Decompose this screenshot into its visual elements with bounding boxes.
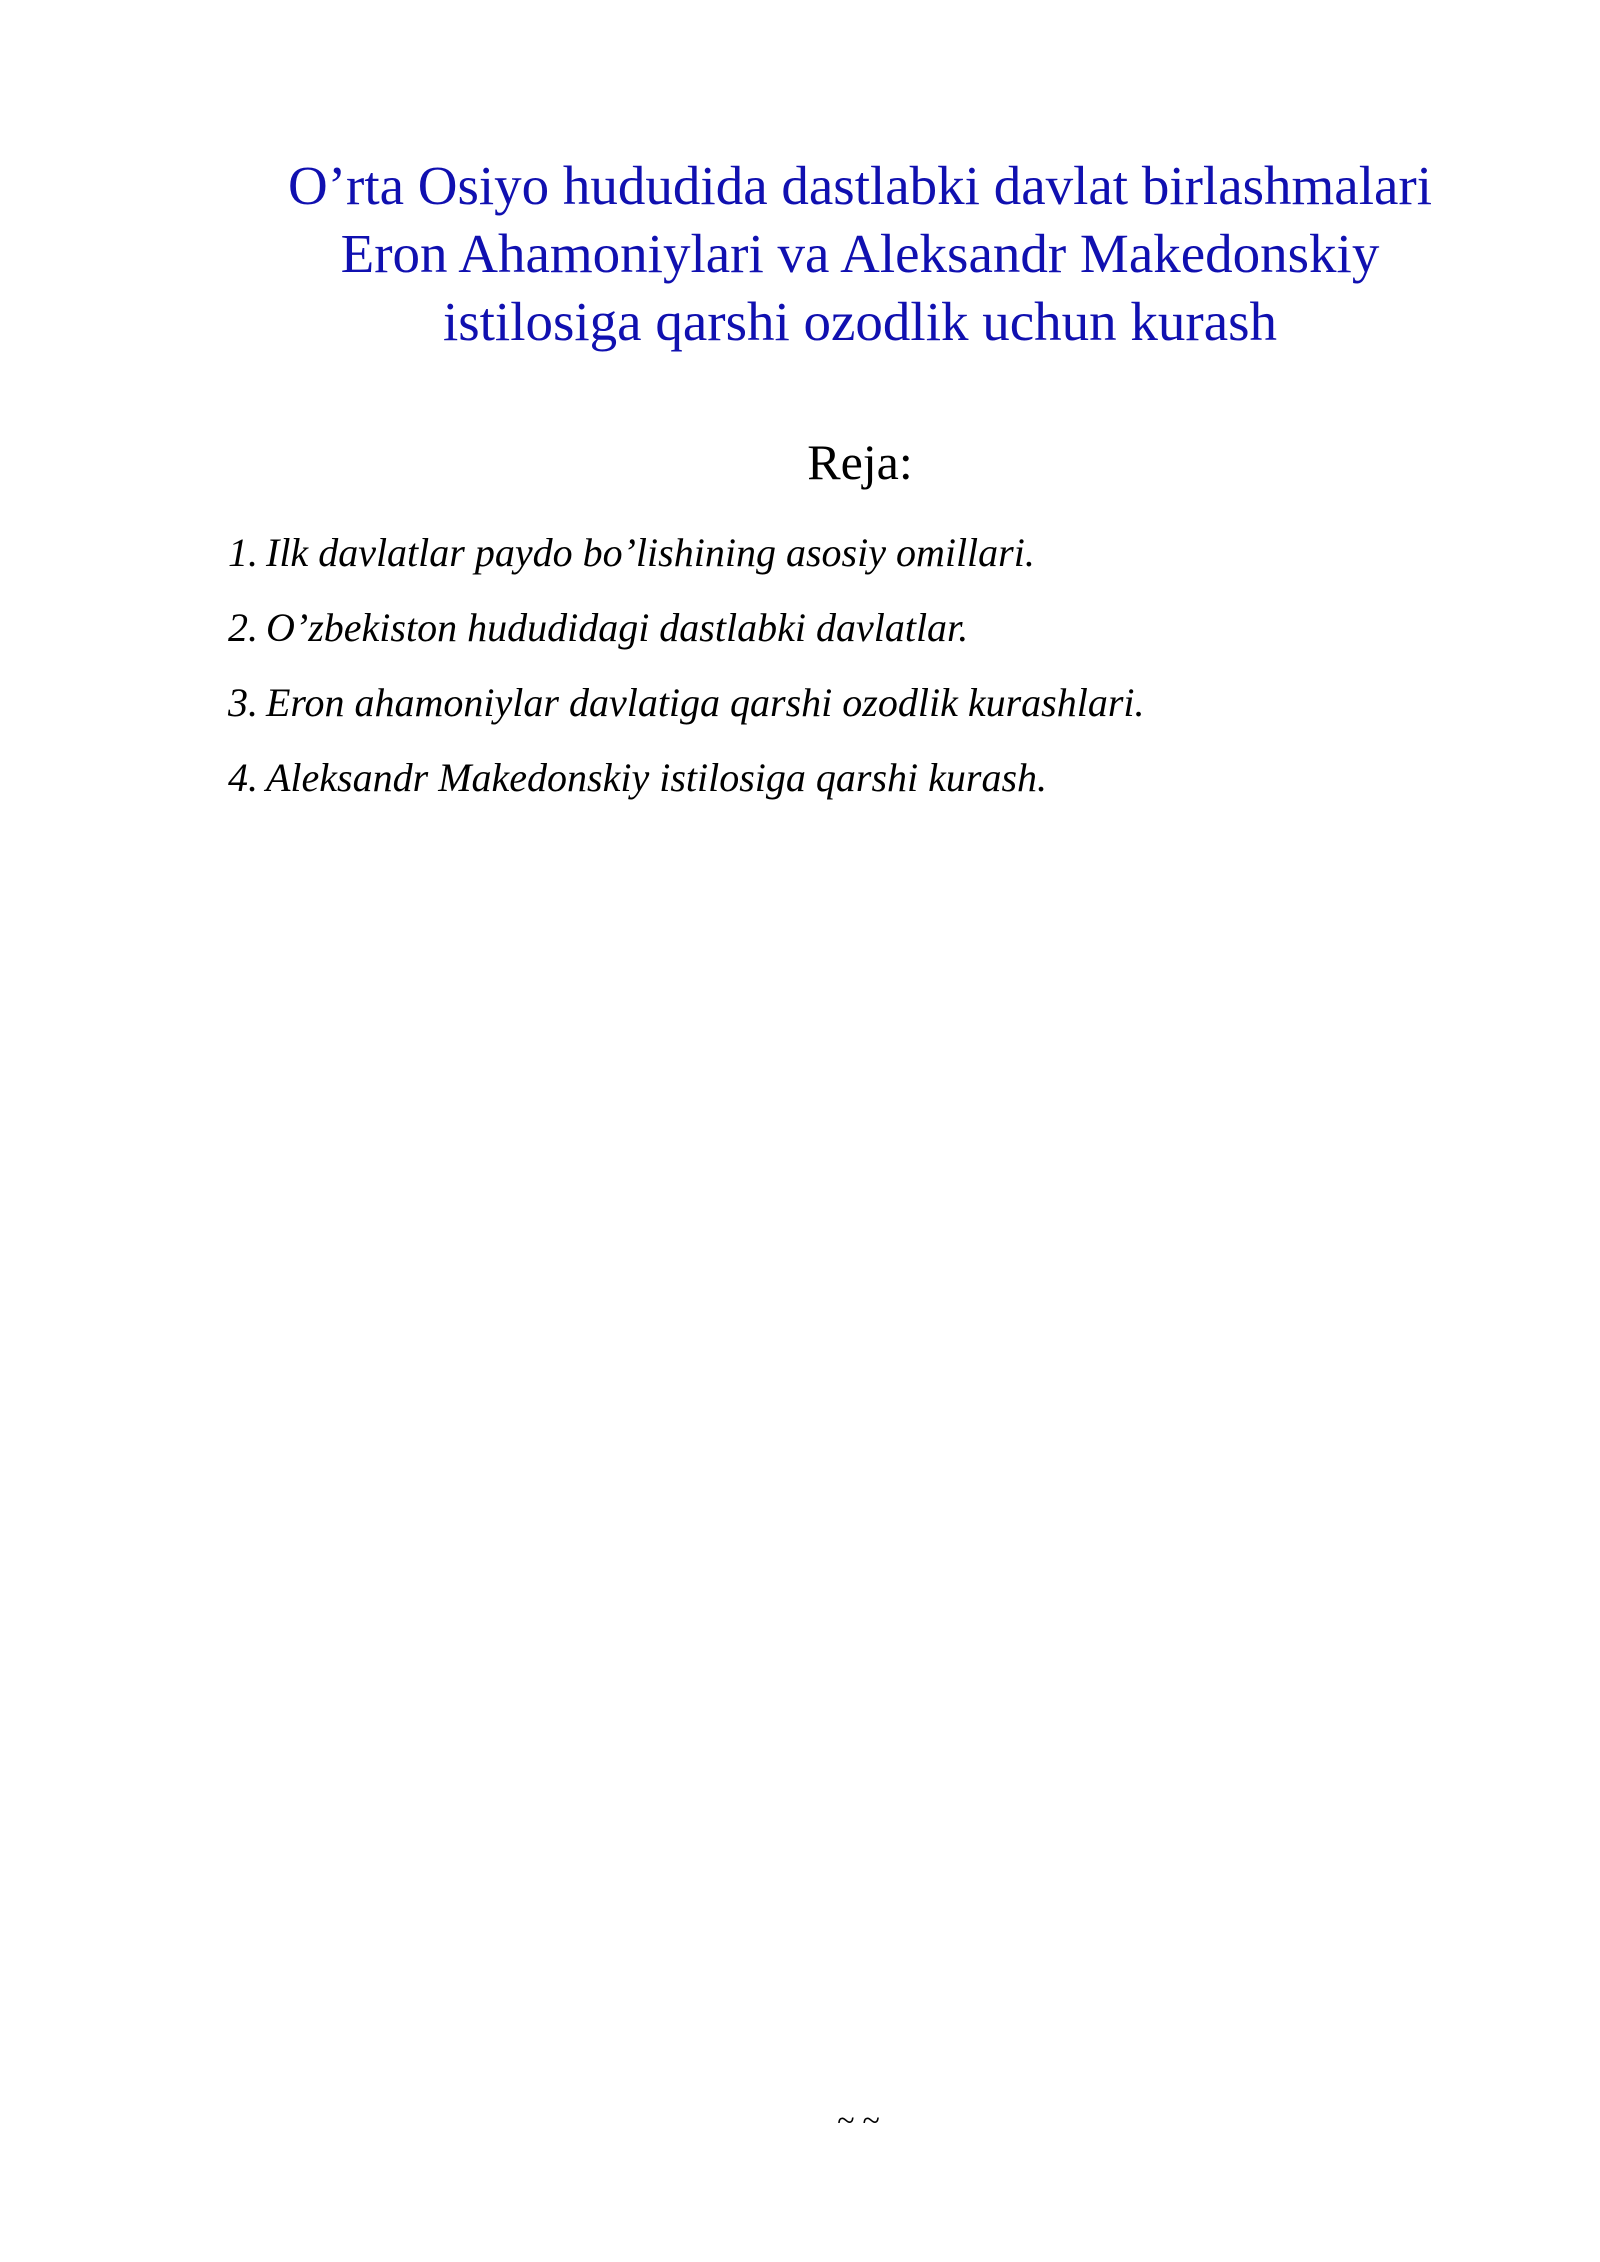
plan-item (228, 753, 1145, 828)
document-title (180, 152, 1540, 356)
plan-item-text: Eron ahamoniylar davlatiga qarshi ozodlik kurashlari. (266, 680, 1145, 725)
page-footer: ~ ~ (837, 2102, 880, 2138)
plan-item-text: Ilk davlatlar paydo bo’lishining asosiy omillari. (266, 530, 1035, 575)
plan-item-number: 2. (228, 605, 258, 650)
plan-item-number: 1. (228, 530, 258, 575)
plan-item-number: 4. (228, 755, 258, 800)
plan-item-text: O’zbekiston hududidagi dastlabki davlatlar. (266, 605, 969, 650)
title-line-2: Eron Ahamoniylari va Aleksandr Makedonskiy (340, 223, 1380, 284)
plan-item (228, 603, 1145, 678)
plan-item (228, 528, 1145, 603)
plan-item (228, 678, 1145, 753)
plan-heading: Reja: (807, 434, 913, 490)
plan-list (228, 528, 1145, 828)
title-line-3: istilosiga qarshi ozodlik uchun kurash (442, 291, 1278, 352)
title-line-1: O’rta Osiyo hududida dastlabki davlat birlashmalari (287, 155, 1433, 216)
plan-item-text: Aleksandr Makedonskiy istilosiga qarshi kurash. (266, 755, 1048, 800)
plan-item-number: 3. (228, 680, 258, 725)
